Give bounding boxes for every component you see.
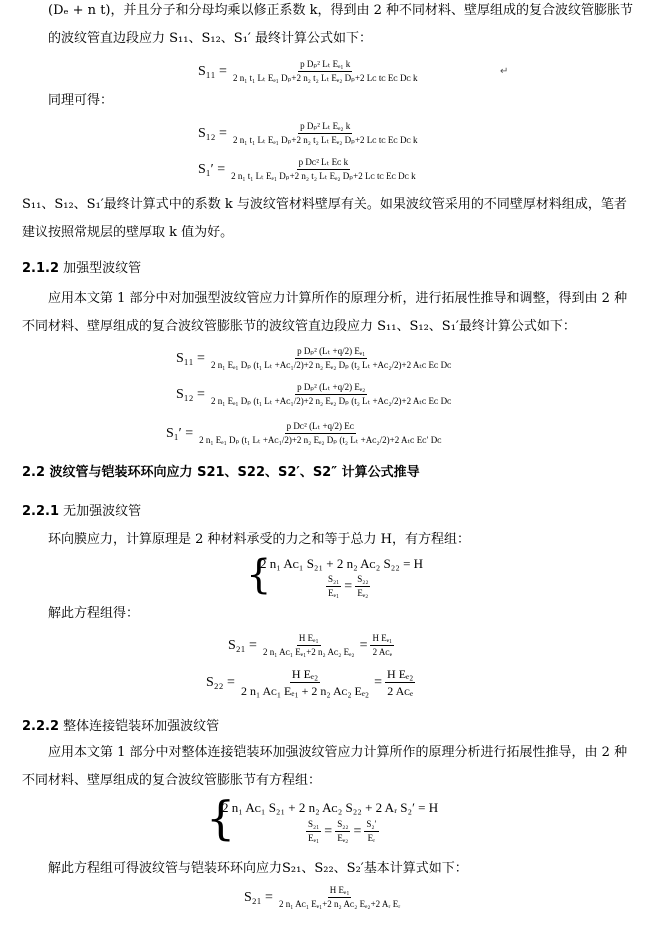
fraction bbox=[370, 632, 394, 659]
equals-sign: = bbox=[324, 823, 333, 839]
equation-reinforced-s11 bbox=[176, 345, 453, 372]
equals-sign: = bbox=[359, 637, 368, 653]
fraction bbox=[355, 573, 370, 600]
equals-sign: = bbox=[344, 578, 353, 594]
denominator: 2 n₁ Aᴄ₁ Eₑ₁+2 n₂ Aᴄ₂ Eₑ₂+2 Aᵣ Eᵣ bbox=[278, 899, 401, 909]
fraction bbox=[209, 345, 453, 372]
denominator: Eₑ₁ bbox=[328, 588, 340, 598]
equation-s12 bbox=[198, 120, 420, 147]
denominator: 2 Aᴄₑ bbox=[372, 647, 393, 657]
section-2-1-2-heading bbox=[22, 260, 141, 278]
numerator: H Eₑ₁ bbox=[328, 884, 352, 898]
eq-lhs: S₁₁ = bbox=[176, 350, 205, 366]
fraction bbox=[209, 381, 453, 408]
similarly-text: 同理可得： bbox=[48, 93, 114, 108]
denominator: 2 n₁ Aᴄ₁ Eₑ₁ + 2 n₂ Aᴄ₂ Eₑ₂ bbox=[240, 684, 370, 698]
equation-s11 bbox=[198, 58, 420, 85]
intro-line-1: (Dₑ + n t)，并且分子和分母均乘以修正系数 k，得到由 2 种不同材料、壁厚组成的复合波纹管膨胀节 bbox=[48, 3, 634, 18]
para-2-1-2-line-2: 不同材料、壁厚组成的复合波纹管膨胀节的波纹管直边段应力 S₁₁、S₁₂、S₁′最终计算公式如下： bbox=[22, 319, 576, 334]
denominator: Eₑ₁ bbox=[308, 833, 320, 843]
denominator: 2 Aᴄₑ bbox=[387, 684, 414, 698]
numerator: p Dᴄ² Lₜ Eᴄ k bbox=[297, 156, 350, 170]
section-number: 2.2.1 bbox=[22, 504, 60, 519]
fraction bbox=[229, 156, 418, 183]
fraction bbox=[385, 666, 415, 699]
section-number: 2.2.2 bbox=[22, 719, 60, 734]
equation-reinforced-s12 bbox=[176, 381, 453, 408]
numerator: S₂₂ bbox=[335, 818, 350, 832]
section-2-2-heading: 2.2 波纹管与铠装环环向应力 S21、S22、S2′、S2″ 计算公式推导 bbox=[22, 465, 420, 480]
numerator: p Dᴄ² (Lₜ +q/2) Eᴄ bbox=[285, 420, 357, 434]
numerator: p Dₚ² Lₜ Eₑ₁ k bbox=[298, 58, 352, 72]
para-2-2-2-solve: 解此方程组可得波纹管与铠装环环向应力S₂₁、S₂₂、S₂′基本计算式如下： bbox=[48, 861, 468, 876]
denominator: 2 n₁ Eₑ₁ Dₚ (t₁ Lₜ +Aᴄ₁/2)+2 n₂ Eₑ₂ Dₚ (t₂ Lₜ +Aᴄ₂/2)+2 Aₜᴄ Eᴄ Dᴄ bbox=[210, 360, 452, 370]
solve-text-1: 解此方程组得： bbox=[48, 606, 140, 621]
system-2-line-2 bbox=[306, 818, 379, 845]
eq-lhs: S₁₁ = bbox=[198, 63, 227, 79]
intro-line-2: 的波纹管直边段应力 S₁₁、S₁₂、S₁′ 最终计算公式如下： bbox=[48, 31, 372, 46]
denominator: 2 n₁ Aᴄ₁ Eₑ₁+2 n₂ Aᴄ₂ Eₑ₂ bbox=[262, 647, 355, 657]
equation-s22 bbox=[206, 666, 415, 699]
fraction bbox=[306, 818, 321, 845]
numerator: S₂₂ bbox=[355, 573, 370, 587]
numerator: p Dₚ² (Lₜ +q/2) Eₑ₁ bbox=[295, 345, 367, 359]
numerator: H Eₑ₁ bbox=[297, 632, 321, 646]
denominator: 2 n₁ Eₑ₁ Dₚ (t₁ Lₜ +Aᴄ₁/2)+2 n₂ Eₑ₂ Dₚ (t₂ Lₜ +Aᴄ₂/2)+2 Aₜᴄ Eᴄ′ Dᴄ bbox=[199, 435, 442, 445]
paragraph-mark: ↵ bbox=[500, 66, 509, 77]
section-title: 无加强波纹管 bbox=[63, 504, 142, 519]
eq-lhs: S₁₂ = bbox=[198, 125, 227, 141]
para-2-2-2-line-1: 应用本文第 1 部分中对整体连接铠装环加强波纹管应力计算所作的原理分析进行拓展性推导，由 2 种 bbox=[48, 745, 628, 760]
eq-lhs: S₁₂ = bbox=[176, 386, 205, 402]
system-2-line-1: 2 n₁ Aᴄ₁ S₂₁ + 2 n₂ Aᴄ₂ S₂₂ + 2 Aᵣ S₂′ = H bbox=[222, 800, 439, 815]
fraction bbox=[231, 120, 420, 147]
denominator: 2 n₁ Eₑ₁ Dₚ (t₁ Lₜ +Aᴄ₁/2)+2 n₂ Eₑ₂ Dₚ (t₂ Lₜ +Aᴄ₂/2)+2 Aₜᴄ Eᴄ Dᴄ bbox=[210, 396, 452, 406]
fraction bbox=[277, 884, 402, 911]
section-number: 2.1.2 bbox=[22, 261, 60, 276]
equals-sign: = bbox=[353, 823, 362, 839]
eq-lhs: S₁′ = bbox=[166, 425, 194, 441]
para-2-2-1: 环向膜应力，计算原理是 2 种材料承受的力之和等于总力 H，有方程组： bbox=[48, 532, 471, 547]
denominator: 2 n₁ t₁ Lₜ Eₑ₁ Dₚ+2 n₂ t₂ Lₜ Eₑ₂ Dₚ+2 Lᴄ tᴄ Eᴄ Dᴄ k bbox=[232, 73, 418, 83]
denominator: 2 n₁ t₁ Lₜ Eₑ₁ Dₚ+2 n₂ t₂ Lₜ Eₑ₂ Dₚ+2 Lᴄ tᴄ Eᴄ Dᴄ k bbox=[232, 135, 418, 145]
section-2-2-2-heading bbox=[22, 718, 219, 736]
section-2-2-1-heading bbox=[22, 503, 141, 521]
fraction bbox=[364, 818, 378, 845]
denominator: Eᵣ bbox=[367, 833, 376, 843]
numerator: p Dₚ² Lₜ Eₑ₂ k bbox=[298, 120, 352, 134]
note-line-1: S₁₁、S₁₂、S₁′最终计算式中的系数 k 与波纹管材料壁厚有关。如果波纹管采用的不同壁厚材料组成，笔者 bbox=[22, 197, 627, 212]
eq-lhs: S₁′ = bbox=[198, 161, 226, 177]
denominator: Eₑ₂ bbox=[357, 588, 369, 598]
equation-s21-armored bbox=[244, 884, 402, 911]
equation-reinforced-s1prime bbox=[166, 420, 444, 447]
system-brace: { bbox=[246, 552, 272, 598]
numerator: p Dₚ² (Lₜ +q/2) Eₑ₂ bbox=[295, 381, 367, 395]
numerator: S₂₁ bbox=[306, 818, 321, 832]
numerator: H Eₑ₂ bbox=[387, 667, 414, 681]
system-1-line-1: 2 n₁ Aᴄ₁ S₂₁ + 2 n₂ Aᴄ₂ S₂₂ = H bbox=[260, 556, 424, 571]
system-brace: { bbox=[206, 791, 236, 845]
equation-s21 bbox=[228, 632, 394, 659]
equation-s1prime bbox=[198, 156, 418, 183]
numerator: S₂₁ bbox=[326, 573, 341, 587]
eq-lhs: S₂₁ = bbox=[228, 637, 257, 653]
para-2-1-2-line-1: 应用本文第 1 部分中对加强型波纹管应力计算所作的原理分析，进行拓展性推导和调整，得到由 2 种 bbox=[48, 291, 628, 306]
fraction bbox=[326, 573, 341, 600]
section-title: 加强型波纹管 bbox=[63, 261, 142, 276]
fraction bbox=[197, 420, 443, 447]
numerator: H Eₑ₁ bbox=[370, 632, 394, 646]
denominator: 2 n₁ t₁ Lₜ Eₑ₁ Dₚ+2 n₂ t₂ Lₜ Eₑ₂ Dₚ+2 Lᴄ tᴄ Eᴄ Dᴄ k bbox=[231, 171, 416, 181]
note-line-2: 建议按照常规层的壁厚取 k 值为好。 bbox=[22, 225, 234, 240]
para-2-2-2-line-2: 不同材料、壁厚组成的复合波纹管膨胀节有方程组： bbox=[22, 773, 322, 788]
fraction bbox=[335, 818, 350, 845]
fraction bbox=[239, 666, 371, 699]
section-title: 整体连接铠装环加强波纹管 bbox=[63, 719, 220, 734]
eq-lhs: S₂₂ = bbox=[206, 674, 235, 690]
equals-sign: = bbox=[374, 674, 383, 690]
numerator: S₂′ bbox=[364, 818, 378, 832]
system-1-line-2 bbox=[326, 573, 370, 600]
fraction bbox=[231, 58, 420, 85]
fraction bbox=[261, 632, 357, 659]
eq-lhs: S₂₁ = bbox=[244, 889, 273, 905]
numerator: H Eₑ₂ bbox=[291, 667, 319, 681]
denominator: Eₑ₂ bbox=[337, 833, 349, 843]
